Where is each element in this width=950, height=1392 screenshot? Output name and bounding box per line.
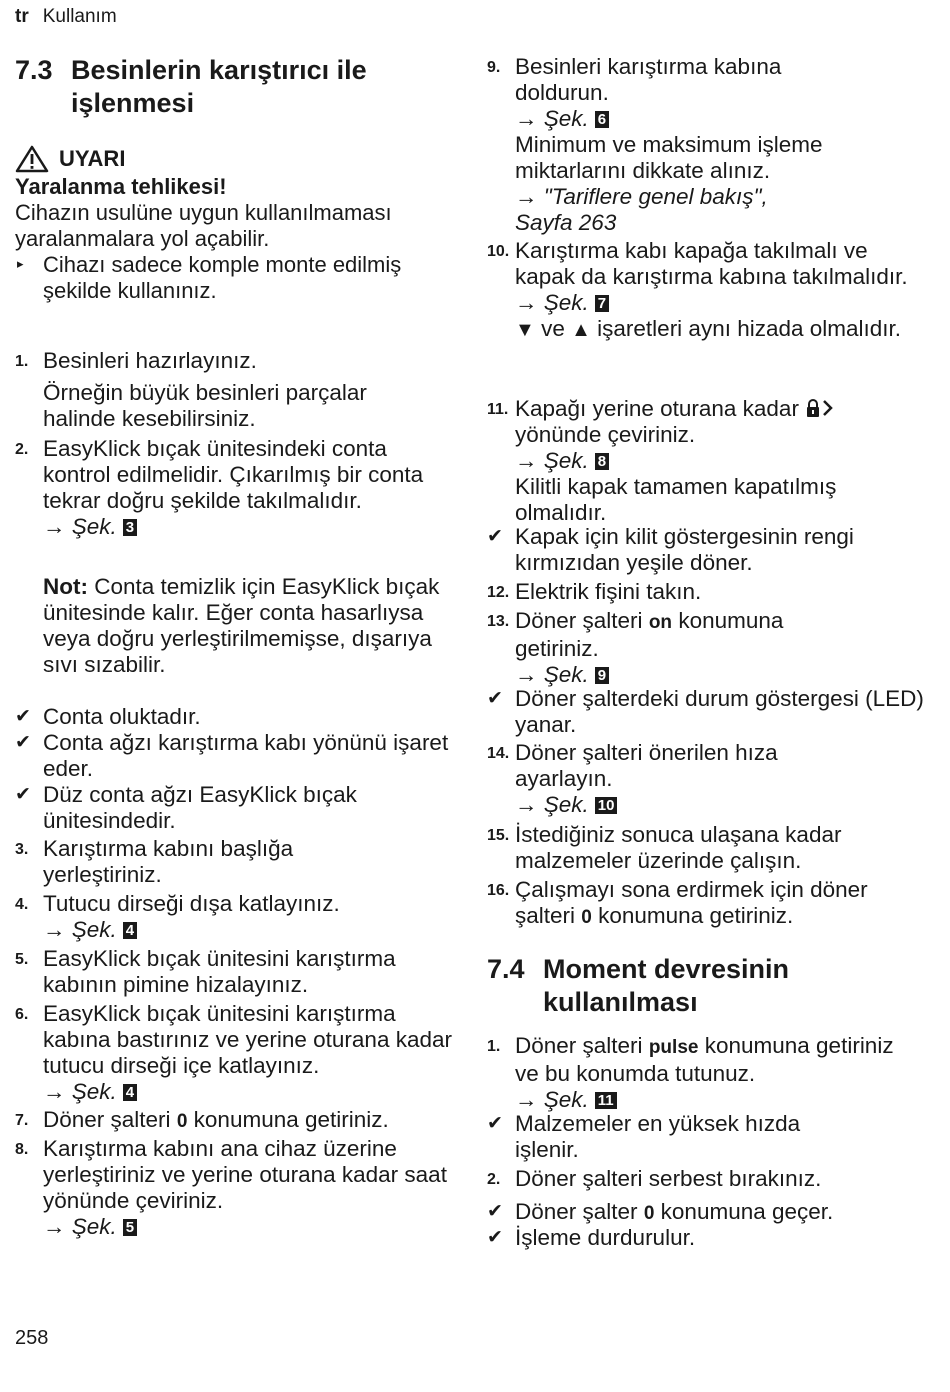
language-code: tr <box>15 6 29 27</box>
step-4-text: Tutucu dirseği dışa katlayınız. <box>43 891 340 916</box>
step-1 <box>15 348 455 374</box>
step-11 <box>487 396 927 526</box>
warning-label: UYARI <box>59 146 126 171</box>
step-p1-pre: Döner şalteri <box>515 1033 643 1058</box>
step-8 <box>15 1136 455 1240</box>
step-p2 <box>487 1166 927 1192</box>
step-number: 14. <box>487 745 510 762</box>
cross-reference-link[interactable]: → "Tariflere genel bakış", <box>515 184 768 209</box>
step-number: 16. <box>487 882 510 899</box>
check-3 <box>15 782 455 834</box>
step-text <box>515 740 835 818</box>
figure-ref: → Şek. <box>515 106 589 131</box>
step-16-pre: Çalışmayı sona erdirmek için döner şalteri <box>515 877 868 928</box>
step-number: 8. <box>15 1141 29 1158</box>
section-name: Kullanım <box>42 6 117 27</box>
section-number: 7.4 <box>487 954 525 984</box>
check-text: Malzemeler en yüksek hızda işlenir. <box>515 1111 801 1162</box>
lock-icon <box>805 398 835 418</box>
checkmark-icon: ✔ <box>15 784 31 805</box>
figure-ref: → Şek. <box>515 792 589 817</box>
step-13-pre: Döner şalteri <box>515 608 643 633</box>
switch-position-symbol: 0 <box>643 1203 655 1224</box>
figure-ref: → Şek. <box>43 1214 117 1239</box>
step-text <box>43 436 455 540</box>
note-label: Not: <box>43 574 88 599</box>
step-12 <box>487 579 927 605</box>
check-5 <box>487 686 927 738</box>
switch-position-symbol: 0 <box>176 1111 188 1132</box>
cross-reference-page[interactable]: Sayfa 263 <box>515 210 617 235</box>
check-text: Conta oluktadır. <box>43 704 201 729</box>
step-text <box>43 1136 455 1240</box>
step-number: 2. <box>487 1171 501 1188</box>
figure-ref: → Şek. <box>515 1087 589 1112</box>
step-text: Döner şalteri serbest bırakınız. <box>515 1166 822 1191</box>
section-heading-7-4 <box>487 953 927 1023</box>
figure-ref: → Şek. <box>43 1079 117 1104</box>
check-4 <box>487 524 927 576</box>
warning-bullet-text: Cihazı sadece komple monte edilmiş şekilde kullanınız. <box>43 252 402 303</box>
warning-text: Cihazın usulüne uygun kullanılmaması yaralanmalara yol açabilir. <box>15 200 392 251</box>
figure-ref: → Şek. <box>515 448 589 473</box>
step-7-pre: Döner şalteri <box>43 1107 171 1132</box>
figure-badge: 3 <box>123 519 137 536</box>
step-number: 1. <box>487 1038 501 1055</box>
step-text <box>515 54 855 236</box>
figure-ref: → Şek. <box>515 290 589 315</box>
step-7 <box>15 1107 455 1135</box>
step-10-ve: ve <box>541 316 565 341</box>
step-number: 15. <box>487 827 510 844</box>
check-text: Döner şalterdeki durum göstergesi (LED) yanar. <box>515 686 924 737</box>
step-16 <box>487 877 927 931</box>
step-9-text: Besinleri karıştırma kabına doldurun. <box>515 54 782 105</box>
step-8-text: Karıştırma kabını ana cihaz üzerine yerleştiriniz ve yerine oturana kadar saat yönünde çeviriniz. <box>43 1136 447 1213</box>
step-11-note: Kilitli kapak tamamen kapatılmış olmalıdır. <box>515 474 837 525</box>
step-note: Örneğin büyük besinleri parçalar halinde kesebilirsiniz. <box>43 380 367 431</box>
page-number: 258 <box>15 1327 49 1349</box>
figure-badge: 4 <box>123 922 137 939</box>
step-10-note: işaretleri aynı hizada olmalıdır. <box>597 316 902 341</box>
figure-badge: 7 <box>595 295 609 312</box>
step-5 <box>15 946 455 998</box>
check-6 <box>487 1111 927 1163</box>
switch-position-symbol: 0 <box>581 907 592 928</box>
figure-ref: → Şek. <box>515 662 589 687</box>
switch-position-symbol: on <box>648 612 673 633</box>
figure-badge: 5 <box>123 1219 137 1236</box>
figure-badge: 4 <box>123 1084 137 1101</box>
up-triangle-icon: ▲ <box>571 319 591 341</box>
warning-subtitle: Yaralanma tehlikesi! <box>15 174 227 199</box>
step-number: 5. <box>15 951 29 968</box>
checkmark-icon: ✔ <box>487 1201 503 1222</box>
step-number: 4. <box>15 896 29 913</box>
step-10-text: Karıştırma kabı kapağa takılmalı ve kapak da karıştırma kabına takılmalıdır. <box>515 238 908 289</box>
step-14-text: Döner şalteri önerilen hıza ayarlayın. <box>515 740 778 791</box>
step-16-post: konumuna getiriniz. <box>598 903 794 928</box>
warning-box <box>15 144 445 304</box>
warning-triangle-icon <box>15 145 49 173</box>
figure-badge: 11 <box>595 1092 617 1109</box>
step-text <box>515 396 927 526</box>
bullet-arrow-icon: ▸ <box>17 256 24 271</box>
figure-ref: → Şek. <box>43 917 117 942</box>
step-text <box>515 238 927 343</box>
step-text <box>43 1001 455 1105</box>
step-11-text: Kapağı yerine oturana kadar <box>515 396 799 421</box>
step-text: EasyKlick bıçak ünitesini karıştırma kabının pimine hizalayınız. <box>43 946 396 997</box>
step-15 <box>487 822 927 874</box>
step-1-note <box>15 380 455 432</box>
step-2-text: EasyKlick bıçak ünitesindeki conta kontrol edilmelidir. Çıkarılmış bir conta tekrar doğru şekilde takılmalıdır. <box>43 436 424 513</box>
step-9 <box>487 54 927 236</box>
step-3 <box>15 836 455 888</box>
check-text: Kapak için kilit göstergesinin rengi kırmızıdan yeşile döner. <box>515 524 854 575</box>
step-11-text-2: yönünde çeviriniz. <box>515 422 696 447</box>
step-text: Karıştırma kabını başlığa yerleştiriniz. <box>43 836 294 887</box>
check-7 <box>487 1199 927 1227</box>
down-triangle-icon: ▼ <box>515 319 535 341</box>
step-text: İstediğiniz sonuca ulaşana kadar malzemeler üzerinde çalışın. <box>515 822 842 873</box>
figure-ref: → Şek. <box>43 514 117 539</box>
step-4 <box>15 891 455 943</box>
step-text <box>43 1107 455 1135</box>
checkmark-icon: ✔ <box>487 526 503 547</box>
note-body: Conta temizlik için EasyKlick bıçak ünitesinde kalır. Eğer conta hasarlıysa veya doğru yerleştirilmemişse, dışarıya sıvı sızabilir. <box>43 574 440 677</box>
step-number: 11. <box>487 401 509 418</box>
figure-badge: 6 <box>595 111 609 128</box>
warning-bullet <box>15 252 445 304</box>
step-number: 9. <box>487 59 501 76</box>
checkmark-icon: ✔ <box>487 1227 503 1248</box>
check-1 <box>15 704 455 730</box>
step-text <box>515 1033 895 1113</box>
switch-position-symbol: pulse <box>648 1037 699 1058</box>
step-p1-post: konumuna getiriniz ve bu konumda tutunuz. <box>515 1033 894 1086</box>
section-heading-7-3 <box>15 54 455 124</box>
step-2 <box>15 436 455 540</box>
warning-title <box>15 144 445 174</box>
check-text <box>515 1199 927 1227</box>
step-number: 12. <box>487 584 510 601</box>
check-text: Conta ağzı karıştırma kabı yönünü işaret eder. <box>43 730 449 781</box>
step-text: Besinleri hazırlayınız. <box>43 348 257 373</box>
check-2 <box>15 730 455 782</box>
figure-badge: 10 <box>595 797 618 814</box>
checkmark-icon: ✔ <box>487 1113 503 1134</box>
step-number: 3. <box>15 841 29 858</box>
step-14 <box>487 740 927 818</box>
figure-badge: 9 <box>595 667 609 684</box>
check-text: Düz conta ağzı EasyKlick bıçak ünitesindedir. <box>43 782 357 833</box>
step-text <box>515 877 875 931</box>
figure-badge: 8 <box>595 453 609 470</box>
step-number: 13. <box>487 613 510 630</box>
step-6-text: EasyKlick bıçak ünitesini karıştırma kabına bastırınız ve yerine oturana kadar tutucu dirseği içe katlayınız. <box>43 1001 452 1078</box>
page-header <box>15 6 117 28</box>
checkmark-icon: ✔ <box>487 688 503 709</box>
step-6 <box>15 1001 455 1105</box>
checkmark-icon: ✔ <box>15 706 31 727</box>
step-7-post: konumuna getiriniz. <box>193 1107 389 1132</box>
check-8 <box>487 1225 927 1251</box>
check-text: İşleme durdurulur. <box>515 1225 696 1250</box>
section-title: Moment devresinin kullanılması <box>543 954 790 1017</box>
step-p1 <box>487 1033 927 1113</box>
step-13 <box>487 608 927 688</box>
section-number: 7.3 <box>15 55 53 85</box>
step-text <box>43 891 455 943</box>
step-text <box>515 608 835 688</box>
note-text <box>43 574 443 678</box>
check-7-post: konumuna geçer. <box>660 1199 834 1224</box>
step-number: 1. <box>15 353 29 370</box>
step-number: 6. <box>15 1006 29 1023</box>
step-number: 2. <box>15 441 29 458</box>
step-text: Elektrik fişini takın. <box>515 579 702 604</box>
step-number: 10. <box>487 243 510 260</box>
section-title: Besinlerin karıştırıcı ile işlenmesi <box>71 55 367 118</box>
note <box>15 574 455 678</box>
check-7-pre: Döner şalter <box>515 1199 638 1224</box>
step-9-note: Minimum ve maksimum işleme miktarlarını dikkate alınız. <box>515 132 823 183</box>
step-number: 7. <box>15 1112 29 1129</box>
step-10 <box>487 238 927 343</box>
checkmark-icon: ✔ <box>15 732 31 753</box>
step-13-post: konumuna getiriniz. <box>515 608 784 661</box>
